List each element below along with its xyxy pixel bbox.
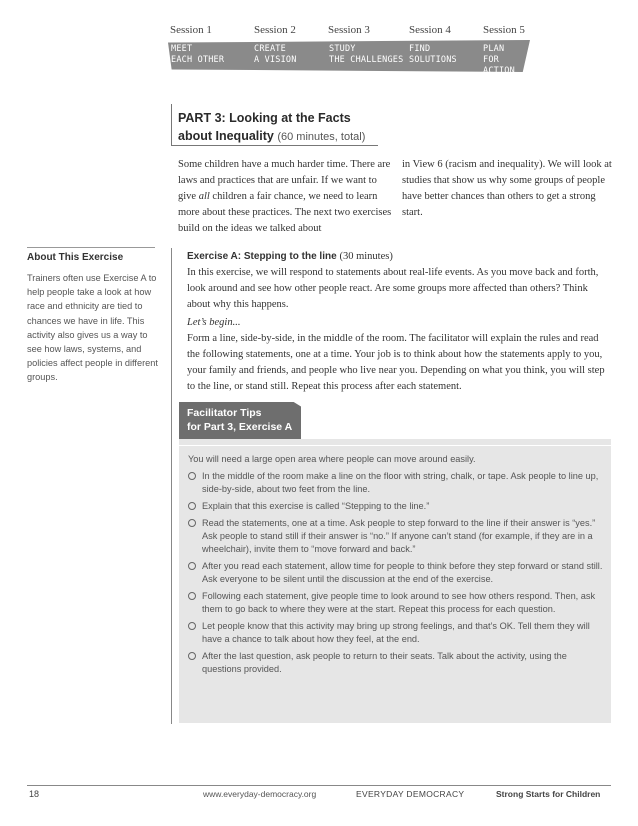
session-1-desc: MEET EACH OTHER — [171, 44, 225, 65]
tips-title: Facilitator Tips for Part 3, Exercise A — [187, 407, 293, 433]
list-item — [188, 620, 606, 646]
list-item — [188, 650, 606, 676]
session-3-desc: STUDY THE CHALLENGES — [329, 44, 404, 65]
heading-rule-vertical — [171, 104, 172, 146]
exercise-title-text: Exercise A: Stepping to the line — [187, 251, 337, 262]
part-intro-column-2: in View 6 (racism and inequality). We will look at studies that show us why some groups of people have better chances than others to get a strong start. — [402, 159, 612, 218]
part-title-line-1: PART 3: Looking at the Facts — [178, 111, 351, 125]
sidebar-title: About This Exercise — [27, 252, 124, 263]
intro-text-b: children a fair chance, we need to learn more about these practices. The next two exercises build on the ideas we talked about — [178, 191, 392, 234]
exercise-title — [187, 251, 393, 262]
session-4-label: Session 4 — [409, 24, 451, 36]
bullet-circle-icon — [188, 472, 196, 480]
tip-text: Read the statements, one at a time. Ask people to step forward to the line if their answer is “yes.” Ask people to stand still if their answer is “no.” If anyone can’t stand (for example, if they are in a wheelchair), invite them to “move forward and back.” — [202, 518, 596, 554]
list-item — [188, 500, 606, 513]
content-rule-vertical — [171, 248, 172, 724]
list-item — [188, 470, 606, 496]
tip-text: Explain that this exercise is called “Stepping to the line.” — [202, 501, 430, 511]
intro-text-a: Some children have a much harder time. There are laws and practices that are unfair. If we want to give — [178, 159, 391, 202]
list-item — [188, 590, 606, 616]
session-2-label: Session 2 — [254, 24, 296, 36]
page-number: 18 — [29, 789, 40, 799]
footer-rule — [27, 785, 611, 786]
session-5-desc: PLAN FOR ACTION — [483, 44, 515, 76]
session-5-label: Session 5 — [483, 24, 525, 36]
part-intro-column-1 — [178, 157, 396, 237]
tip-text: Let people know that this activity may bring up strong feelings, and that’s OK. Tell them they will have a chance to talk about how they feel, at the end. — [202, 621, 590, 644]
session-2-desc: CREATE A VISION — [254, 44, 297, 65]
tips-separator — [179, 445, 611, 446]
session-4-desc: FIND SOLUTIONS — [409, 44, 457, 65]
session-3-label: Session 3 — [328, 24, 370, 36]
session-1-label: Session 1 — [170, 24, 212, 36]
bullet-circle-icon — [188, 519, 196, 527]
tip-text: After you read each statement, allow time for people to think before they step forward or stand still. Ask everyone to be silent until the discussion at the end of the exercise. — [202, 561, 603, 584]
exercise-intro: In this exercise, we will respond to statements about real-life events. As you move back and forth, look around and see how other people react. Are some groups more affected than others? Think about why this happens. — [187, 267, 599, 310]
bullet-circle-icon — [188, 622, 196, 630]
tip-text: In the middle of the room make a line on the floor with string, chalk, or tape. Ask people to line up, side-by-side, about two feet from the line. — [202, 471, 599, 494]
part-title-text: about Inequality — [178, 129, 274, 143]
tips-intro: You will need a large open area where people can move around easily. — [188, 454, 476, 464]
heading-rule-horizontal — [171, 145, 378, 146]
part-title-line-2 — [178, 127, 365, 146]
list-item — [188, 517, 606, 556]
lets-begin-label: Let’s begin... — [187, 317, 241, 328]
list-item — [188, 560, 606, 586]
tips-list — [188, 470, 606, 680]
tip-text: Following each statement, give people time to look around to see how others respond. Then, ask them to go back to where they were at the start. Repeat this process for each question. — [202, 591, 596, 614]
part-heading — [178, 109, 365, 146]
footer-guide-title: Strong Starts for Children — [496, 789, 601, 799]
intro-emphasis: all — [198, 191, 210, 202]
exercise-duration: (30 minutes) — [339, 251, 393, 262]
session-navigation — [168, 24, 528, 76]
footer-url[interactable]: www.everyday-democracy.org — [203, 789, 317, 799]
bullet-circle-icon — [188, 652, 196, 660]
exercise-instructions: Form a line, side-by-side, in the middle of the room. The facilitator will explain the rules and read the following statements, one at a time. Your job is to think about how the statements apply to you, your family and friends, and people who live near you. Depending on what you think, you will step to the line, or stand still. Repeat this process after each statement. — [187, 333, 605, 392]
bullet-circle-icon — [188, 502, 196, 510]
bullet-circle-icon — [188, 562, 196, 570]
bullet-circle-icon — [188, 592, 196, 600]
sidebar-body: Trainers often use Exercise A to help people take a look at how race and ethnicity are tied to chances we have in life. This activity also gives us a way to see how laws, systems, and policies affect people in different groups. — [27, 273, 158, 383]
tip-text: After the last question, ask people to return to their seats. Talk about the activity, using the questions provided. — [202, 651, 567, 674]
sidebar-rule — [27, 247, 155, 248]
part-duration: (60 minutes, total) — [277, 131, 366, 143]
footer-organization: EVERYDAY DEMOCRACY — [356, 789, 465, 799]
